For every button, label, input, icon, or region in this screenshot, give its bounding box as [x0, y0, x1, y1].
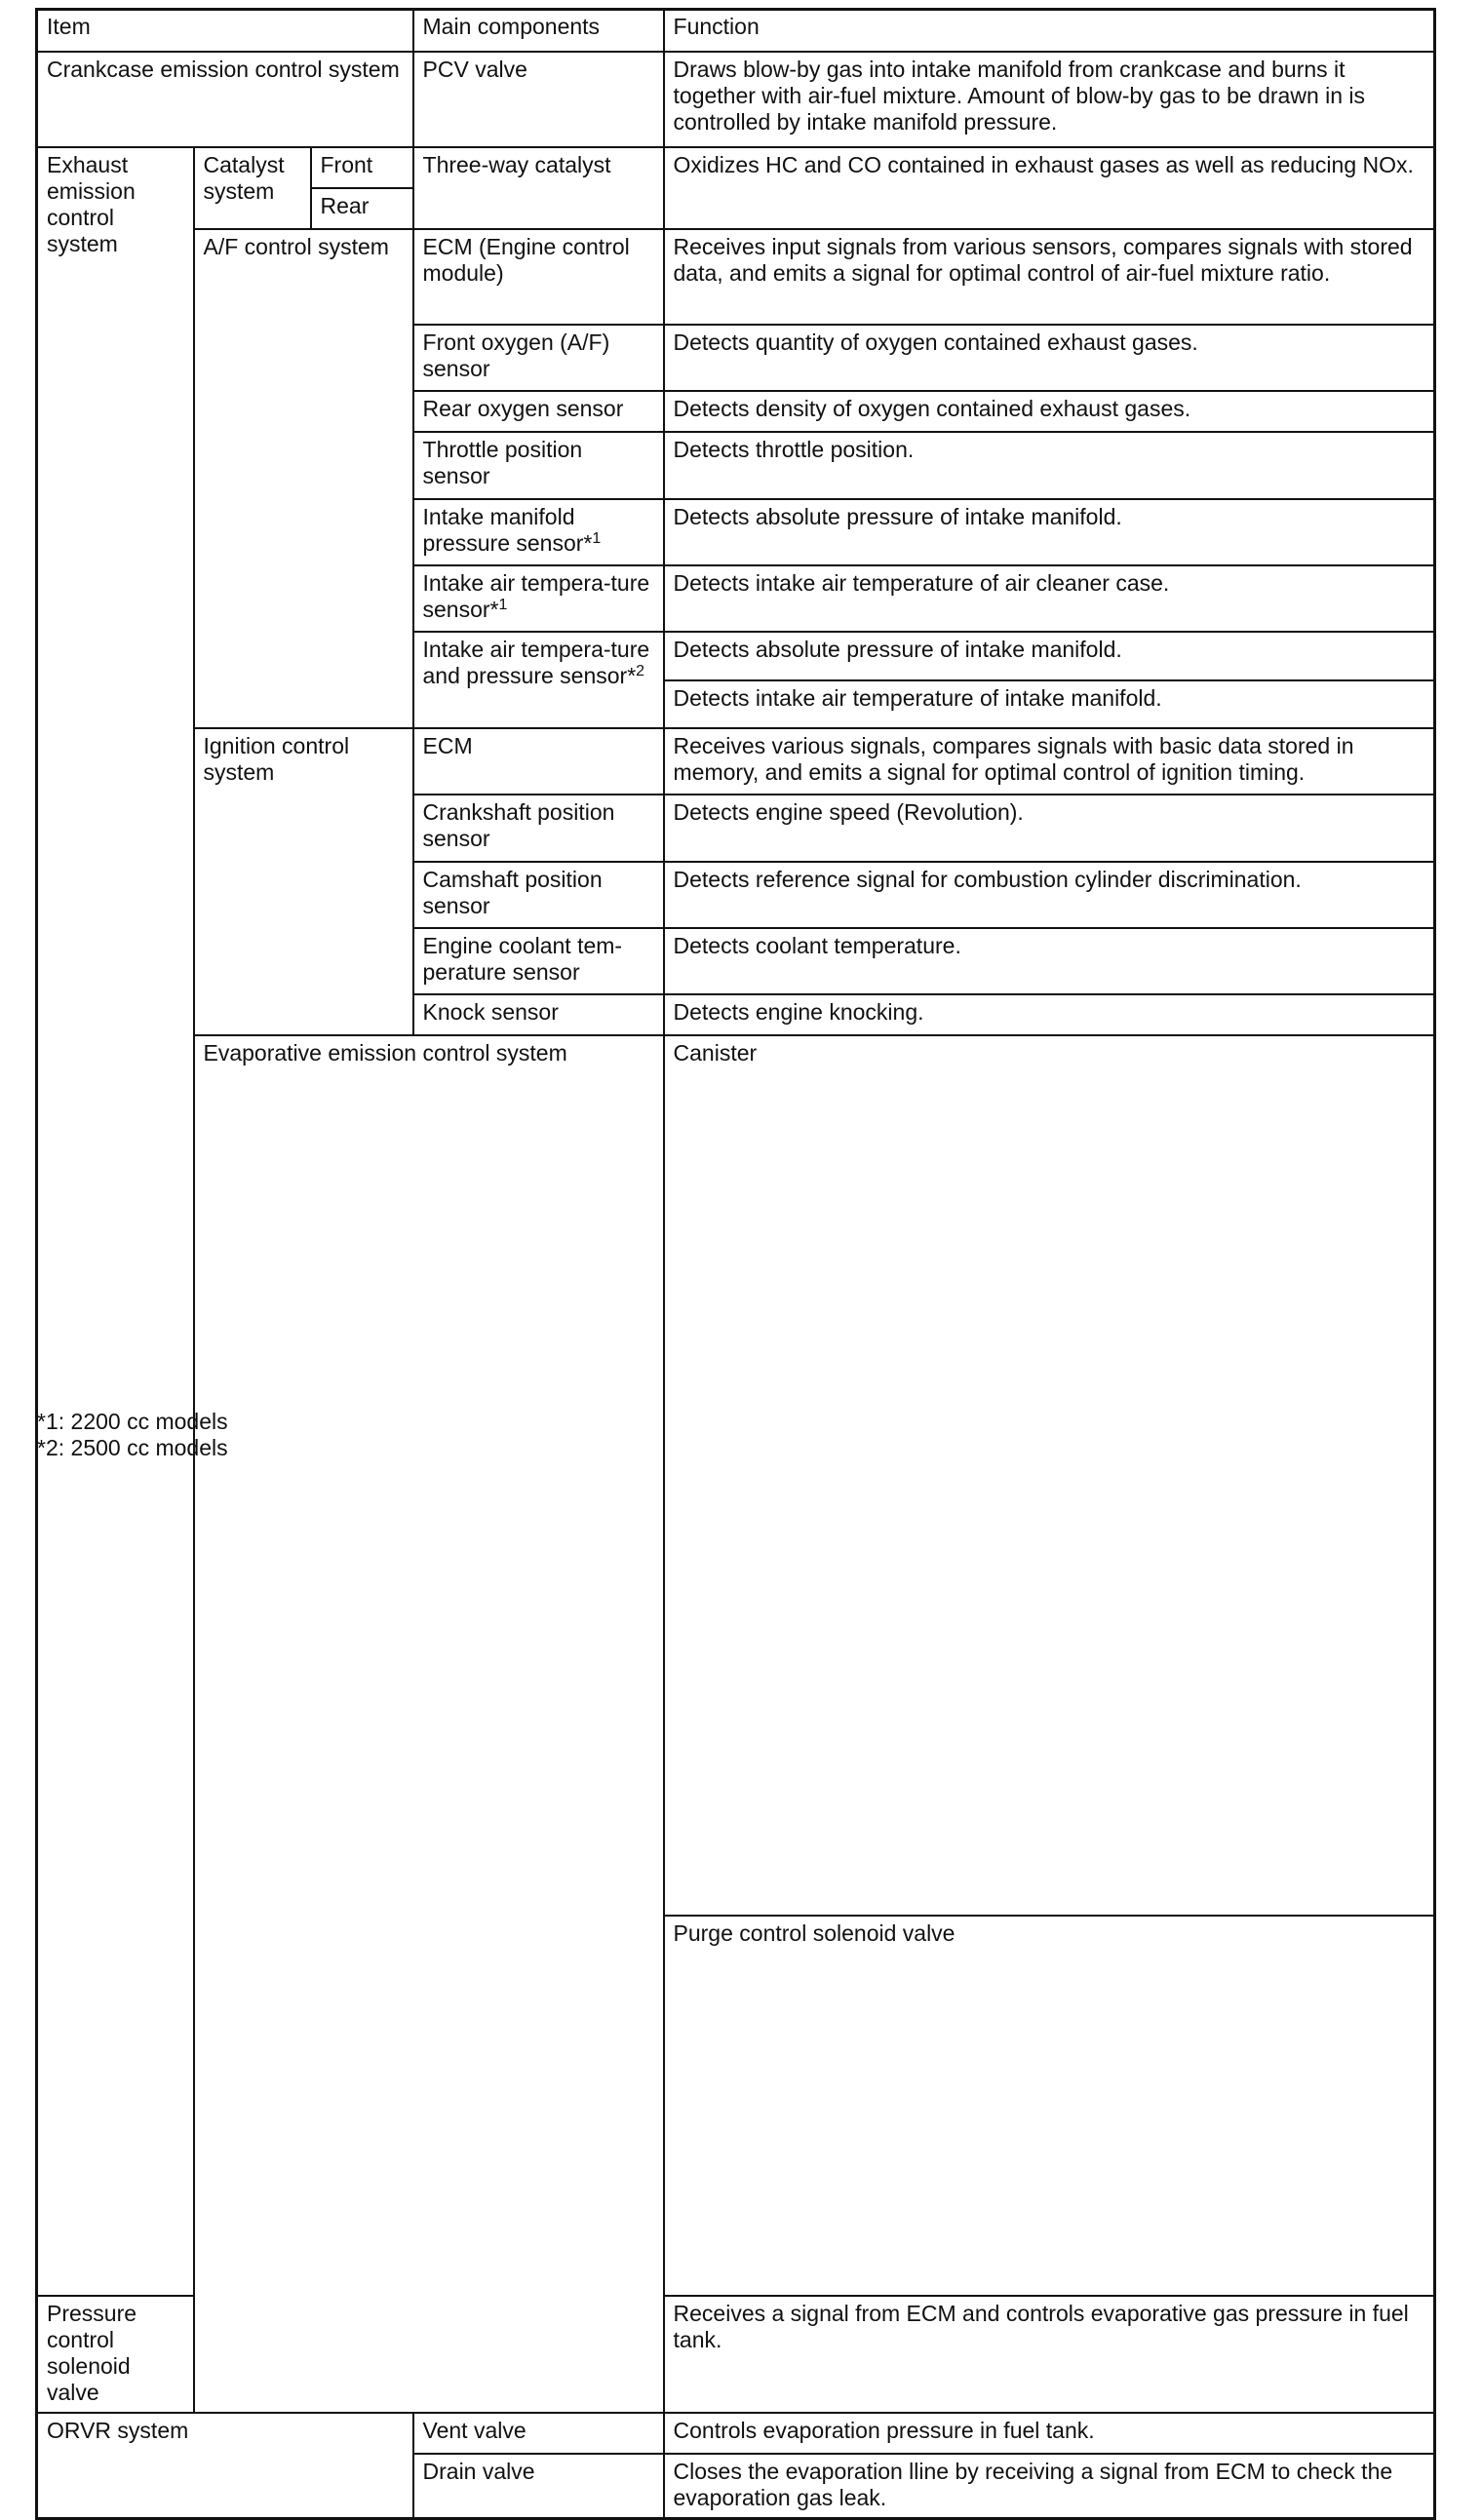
- table-row: [37, 728, 1435, 795]
- function-cell: Receives various signals, compares signals with basic data stored in memory, and emits a signal for optimal control of ignition timing.: [664, 728, 1435, 795]
- component-cell: Pressure control solenoid valve: [37, 2296, 194, 2413]
- catalyst-rear: Rear: [311, 188, 413, 229]
- component-cell: Canister: [664, 1035, 1435, 1916]
- subitem-catalyst: Catalyst system: [194, 147, 311, 229]
- function-cell: Detects coolant temperature.: [664, 928, 1435, 994]
- function-cell: Detects intake air temperature of air cleaner case.: [664, 565, 1435, 632]
- item-orvr: ORVR system: [37, 2413, 413, 2519]
- catalyst-front: Front: [311, 147, 413, 188]
- function-cell: Controls evaporation pressure in fuel tank.: [664, 2413, 1435, 2454]
- function-cell: Detects engine knocking.: [664, 994, 1435, 1035]
- function-cell: Detects absolute pressure of intake manifold.: [664, 499, 1435, 565]
- component-cell: Purge control solenoid valve: [664, 1916, 1435, 2296]
- component-cell: [413, 565, 664, 632]
- footnote-marker: 1: [592, 530, 602, 547]
- function-cell: Draws blow-by gas into intake manifold from crankcase and burns it together with air-fuel mixture. Amount of blow-by gas to be drawn in is controlled by intake manifold pressure.: [664, 52, 1435, 147]
- footnote-2: *2: 2500 cc models: [37, 1435, 228, 1460]
- function-cell: Detects intake air temperature of intake manifold.: [664, 680, 1435, 728]
- component-cell: Camshaft position sensor: [413, 862, 664, 928]
- table-row: [37, 52, 1435, 147]
- component-text: Intake manifold pressure sensor*: [422, 504, 593, 556]
- function-cell: Detects density of oxygen contained exhaust gases.: [664, 391, 1435, 432]
- component-cell: Rear oxygen sensor: [413, 391, 664, 432]
- footnotes: [37, 1409, 228, 1461]
- function-cell: Oxidizes HC and CO contained in exhaust gases as well as reducing NOx.: [664, 147, 1435, 229]
- table-row: [37, 2413, 1435, 2454]
- component-cell: Throttle position sensor: [413, 432, 664, 499]
- item-crankcase: Crankcase emission control system: [37, 52, 413, 147]
- component-cell: PCV valve: [413, 52, 664, 147]
- subitem-ignition-control: Ignition control system: [194, 728, 413, 1035]
- header-item: Item: [37, 10, 413, 53]
- component-cell: Front oxygen (A/F) sensor: [413, 325, 664, 391]
- component-text: Intake air tempera-ture and pressure sensor*: [422, 637, 650, 688]
- table-row: [37, 229, 1435, 325]
- subitem-af-control: A/F control system: [194, 229, 413, 728]
- header-main-components: Main components: [413, 10, 664, 53]
- footnote-1: *1: 2200 cc models: [37, 1409, 228, 1434]
- table-header-row: [37, 10, 1435, 53]
- component-text: Intake air tempera-ture sensor*: [422, 570, 650, 622]
- component-cell: [413, 499, 664, 565]
- component-cell: Three-way catalyst: [413, 147, 664, 229]
- item-evaporative: Evaporative emission control system: [194, 1035, 664, 2413]
- emission-control-table: [35, 8, 1436, 2520]
- function-cell: Detects absolute pressure of intake manifold.: [664, 632, 1435, 680]
- component-cell: Vent valve: [413, 2413, 664, 2454]
- component-cell: Drain valve: [413, 2454, 664, 2519]
- table-row: [37, 147, 1435, 188]
- function-cell: Detects throttle position.: [664, 432, 1435, 499]
- component-cell: ECM (Engine control module): [413, 229, 664, 325]
- component-cell: Knock sensor: [413, 994, 664, 1035]
- function-cell: Closes the evaporation lline by receiving a signal from ECM to check the evaporation gas leak.: [664, 2454, 1435, 2519]
- function-cell: Detects engine speed (Revolution).: [664, 795, 1435, 862]
- footnote-marker: 1: [498, 597, 508, 613]
- component-cell: Crankshaft position sensor: [413, 795, 664, 862]
- footnote-marker: 2: [636, 663, 645, 679]
- item-exhaust: Exhaust emission control system: [37, 147, 194, 2296]
- function-cell: Receives input signals from various sensors, compares signals with stored data, and emits a signal for optimal control of air-fuel mixture ratio.: [664, 229, 1435, 325]
- function-cell: Detects quantity of oxygen contained exhaust gases.: [664, 325, 1435, 391]
- header-function: Function: [664, 10, 1435, 53]
- function-cell: Detects reference signal for combustion cylinder discrimination.: [664, 862, 1435, 928]
- component-cell: [413, 632, 664, 728]
- function-cell: Receives a signal from ECM and controls evaporative gas pressure in fuel tank.: [664, 2296, 1435, 2413]
- component-cell: Engine coolant tem-perature sensor: [413, 928, 664, 994]
- component-cell: ECM: [413, 728, 664, 795]
